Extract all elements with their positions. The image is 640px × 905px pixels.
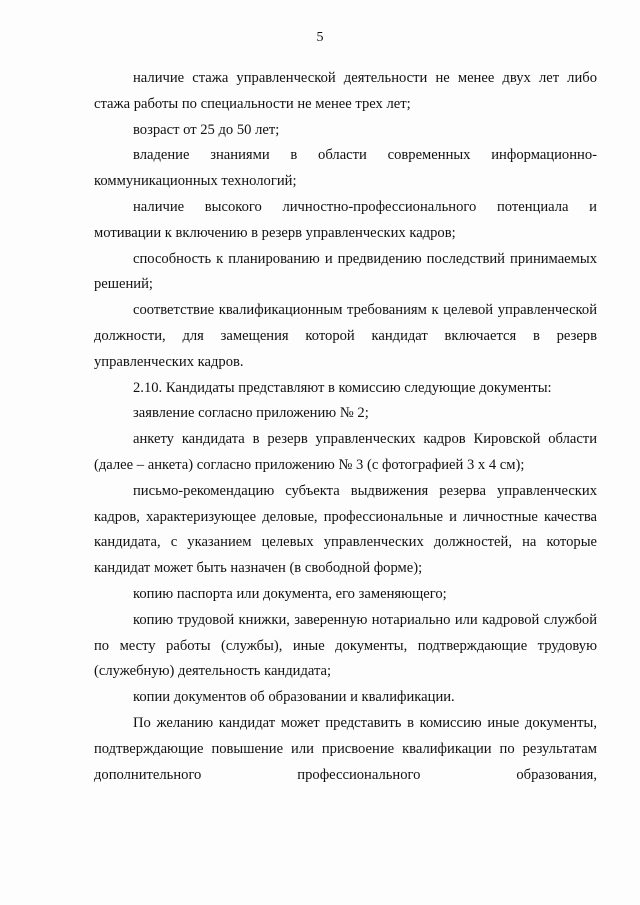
paragraph-planning: способность к планированию и предвидению последствий принимаемых решений; — [94, 250, 597, 293]
paragraph-passport-copy: копию паспорта или документа, его заменяющего; — [133, 585, 447, 602]
paragraph-application: заявление согласно приложению № 2; — [133, 405, 369, 422]
paragraph-optional-documents: По желанию кандидат может представить в комиссию иные документы, подтверждающие повышение или присвоение квалификации по результатам дополнительного профессионального образования, — [94, 714, 597, 783]
paragraph-section-2-10: 2.10. Кандидаты представляют в комиссию следующие документы: — [133, 379, 552, 396]
paragraph-qualification: соответствие квалификационным требованиям к целевой управленческой должности, для замещения которой кандидат включается в резерв управленческих кадров. — [94, 302, 597, 370]
paragraph-age: возраст от 25 до 50 лет; — [133, 121, 280, 138]
paragraph-it-knowledge: владение знаниями в области современных информационно-коммуникационных технологий; — [94, 147, 597, 190]
paragraph-potential: наличие высокого личностно-профессионального потенциала и мотивации к включению в резерв управленческих кадров; — [94, 198, 597, 241]
document-body — [94, 66, 597, 788]
paragraph-education-documents: копии документов об образовании и квалификации. — [133, 689, 455, 706]
page-number: 5 — [316, 30, 324, 45]
paragraph-employment-record: копию трудовой книжки, заверенную нотариально или кадровой службой по месту работы (службы), иные документы, подтверждающие трудовую (служебную) деятельность кандидата; — [94, 611, 597, 680]
paragraph-questionnaire: анкету кандидата в резерв управленческих кадров Кировской области (далее – анкета) согласно приложению № 3 (с фотографией 3 х 4 см); — [94, 431, 597, 473]
paragraph-recommendation-letter: письмо-рекомендацию субъекта выдвижения резерва управленческих кадров, характеризующее деловые, профессиональные и личностные качества кандидата, с указанием целевых управленческих должностей, на которые кандидат может быть назначен (в свободной форме); — [94, 482, 597, 577]
paragraph-management-experience: наличие стажа управленческой деятельности не менее двух лет либо стажа работы по специальности не менее трех лет; — [94, 70, 597, 112]
